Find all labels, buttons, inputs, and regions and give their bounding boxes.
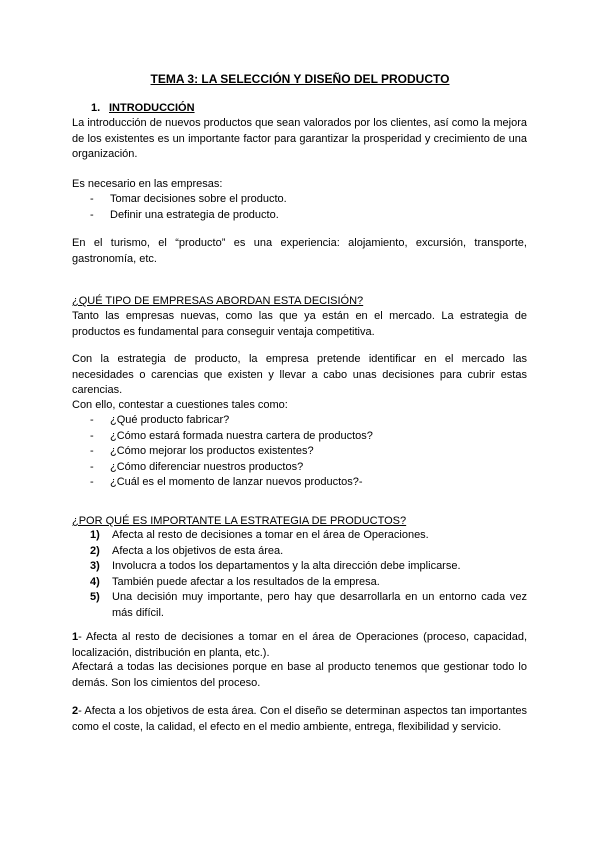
which-paragraph-2: Con la estrategia de producto, la empresa pretende identificar en el mercado las necesidades o carencias que existen y llevar a cabo unas decisiones para cubrir estas carencias. [72,353,527,397]
questions-list [72,413,527,491]
list-item: - Definir una estrategia de producto. [90,208,279,221]
tourism-paragraph: En el turismo, el “producto” es una experiencia: alojamiento, excursión, transporte, gastronomía, etc. [72,237,527,265]
explanation-2: 2- Afecta a los objetivos de esta área. Con el diseño se determinan aspectos tan importantes como el coste, la calidad, el efecto en el medio ambiente, entrega, flexibilidad y servicio. [72,705,527,733]
explanation-2-number: 2 [72,705,79,717]
which-paragraph-1: Tanto las empresas nuevas, como las que ya están en el mercado. La estrategia de productos es fundamental para conseguir ventaja competitiva. [72,310,527,338]
explanation-1-number: 1 [72,631,79,643]
why-numbered-list [72,528,527,622]
intro-paragraph: La introducción de nuevos productos que sean valorados por los clientes, así como la mejora de los existentes es un importante factor para garantizar la prosperidad y crecimiento de una organización. [72,117,527,161]
which-heading: ¿QUÉ TIPO DE EMPRESAS ABORDAN ESTA DECISIÓN? [72,295,364,307]
intro-heading-number: 1. [91,102,101,114]
list-item: - Tomar decisiones sobre el producto. [90,193,287,205]
explanation-1: 1- Afecta al resto de decisiones a tomar en el área de Operaciones (proceso, capacidad, localización, distribución en planta, etc.). [72,631,527,659]
list-item: 3) Involucra a todos los departamentos y la alta dirección debe implicarse. [90,560,461,573]
list-item: 2) Afecta a los objetivos de esta área. [90,544,284,557]
explanation-1-continued: Afectará a todas las decisiones porque en base al producto tenemos que gestionar todo lo demás. Son los cimientos del proceso. [72,661,527,689]
which-lead: Con ello, contestar a cuestiones tales como: [72,399,288,411]
list-item: - ¿Cómo mejorar los productos existentes? [90,445,314,458]
intro-lead: Es necesario en las empresas: [72,178,223,190]
why-heading: ¿POR QUÉ ES IMPORTANTE LA ESTRATEGIA DE PRODUCTOS? [72,515,407,527]
intro-heading-text: INTRODUCCIÓN [109,102,195,114]
list-item: - ¿Cuál es el momento de lanzar nuevos productos?- [90,476,363,489]
document-title: TEMA 3: LA SELECCIÓN Y DISEÑO DEL PRODUCTO [150,72,450,86]
list-item: 4) También puede afectar a los resultados de la empresa. [90,575,380,588]
intro-heading [72,101,527,117]
list-item: 5) Una decisión muy importante, pero hay que desarrollarla en un entorno cada vez más difícil. [90,591,527,619]
intro-bullet-list [72,192,527,223]
list-item: - ¿Qué producto fabricar? [90,414,230,426]
list-item: - ¿Cómo diferenciar nuestros productos? [90,460,304,473]
list-item: 1) Afecta al resto de decisiones a tomar en el área de Operaciones. [90,529,429,541]
list-item: - ¿Cómo estará formada nuestra cartera de productos? [90,429,373,442]
